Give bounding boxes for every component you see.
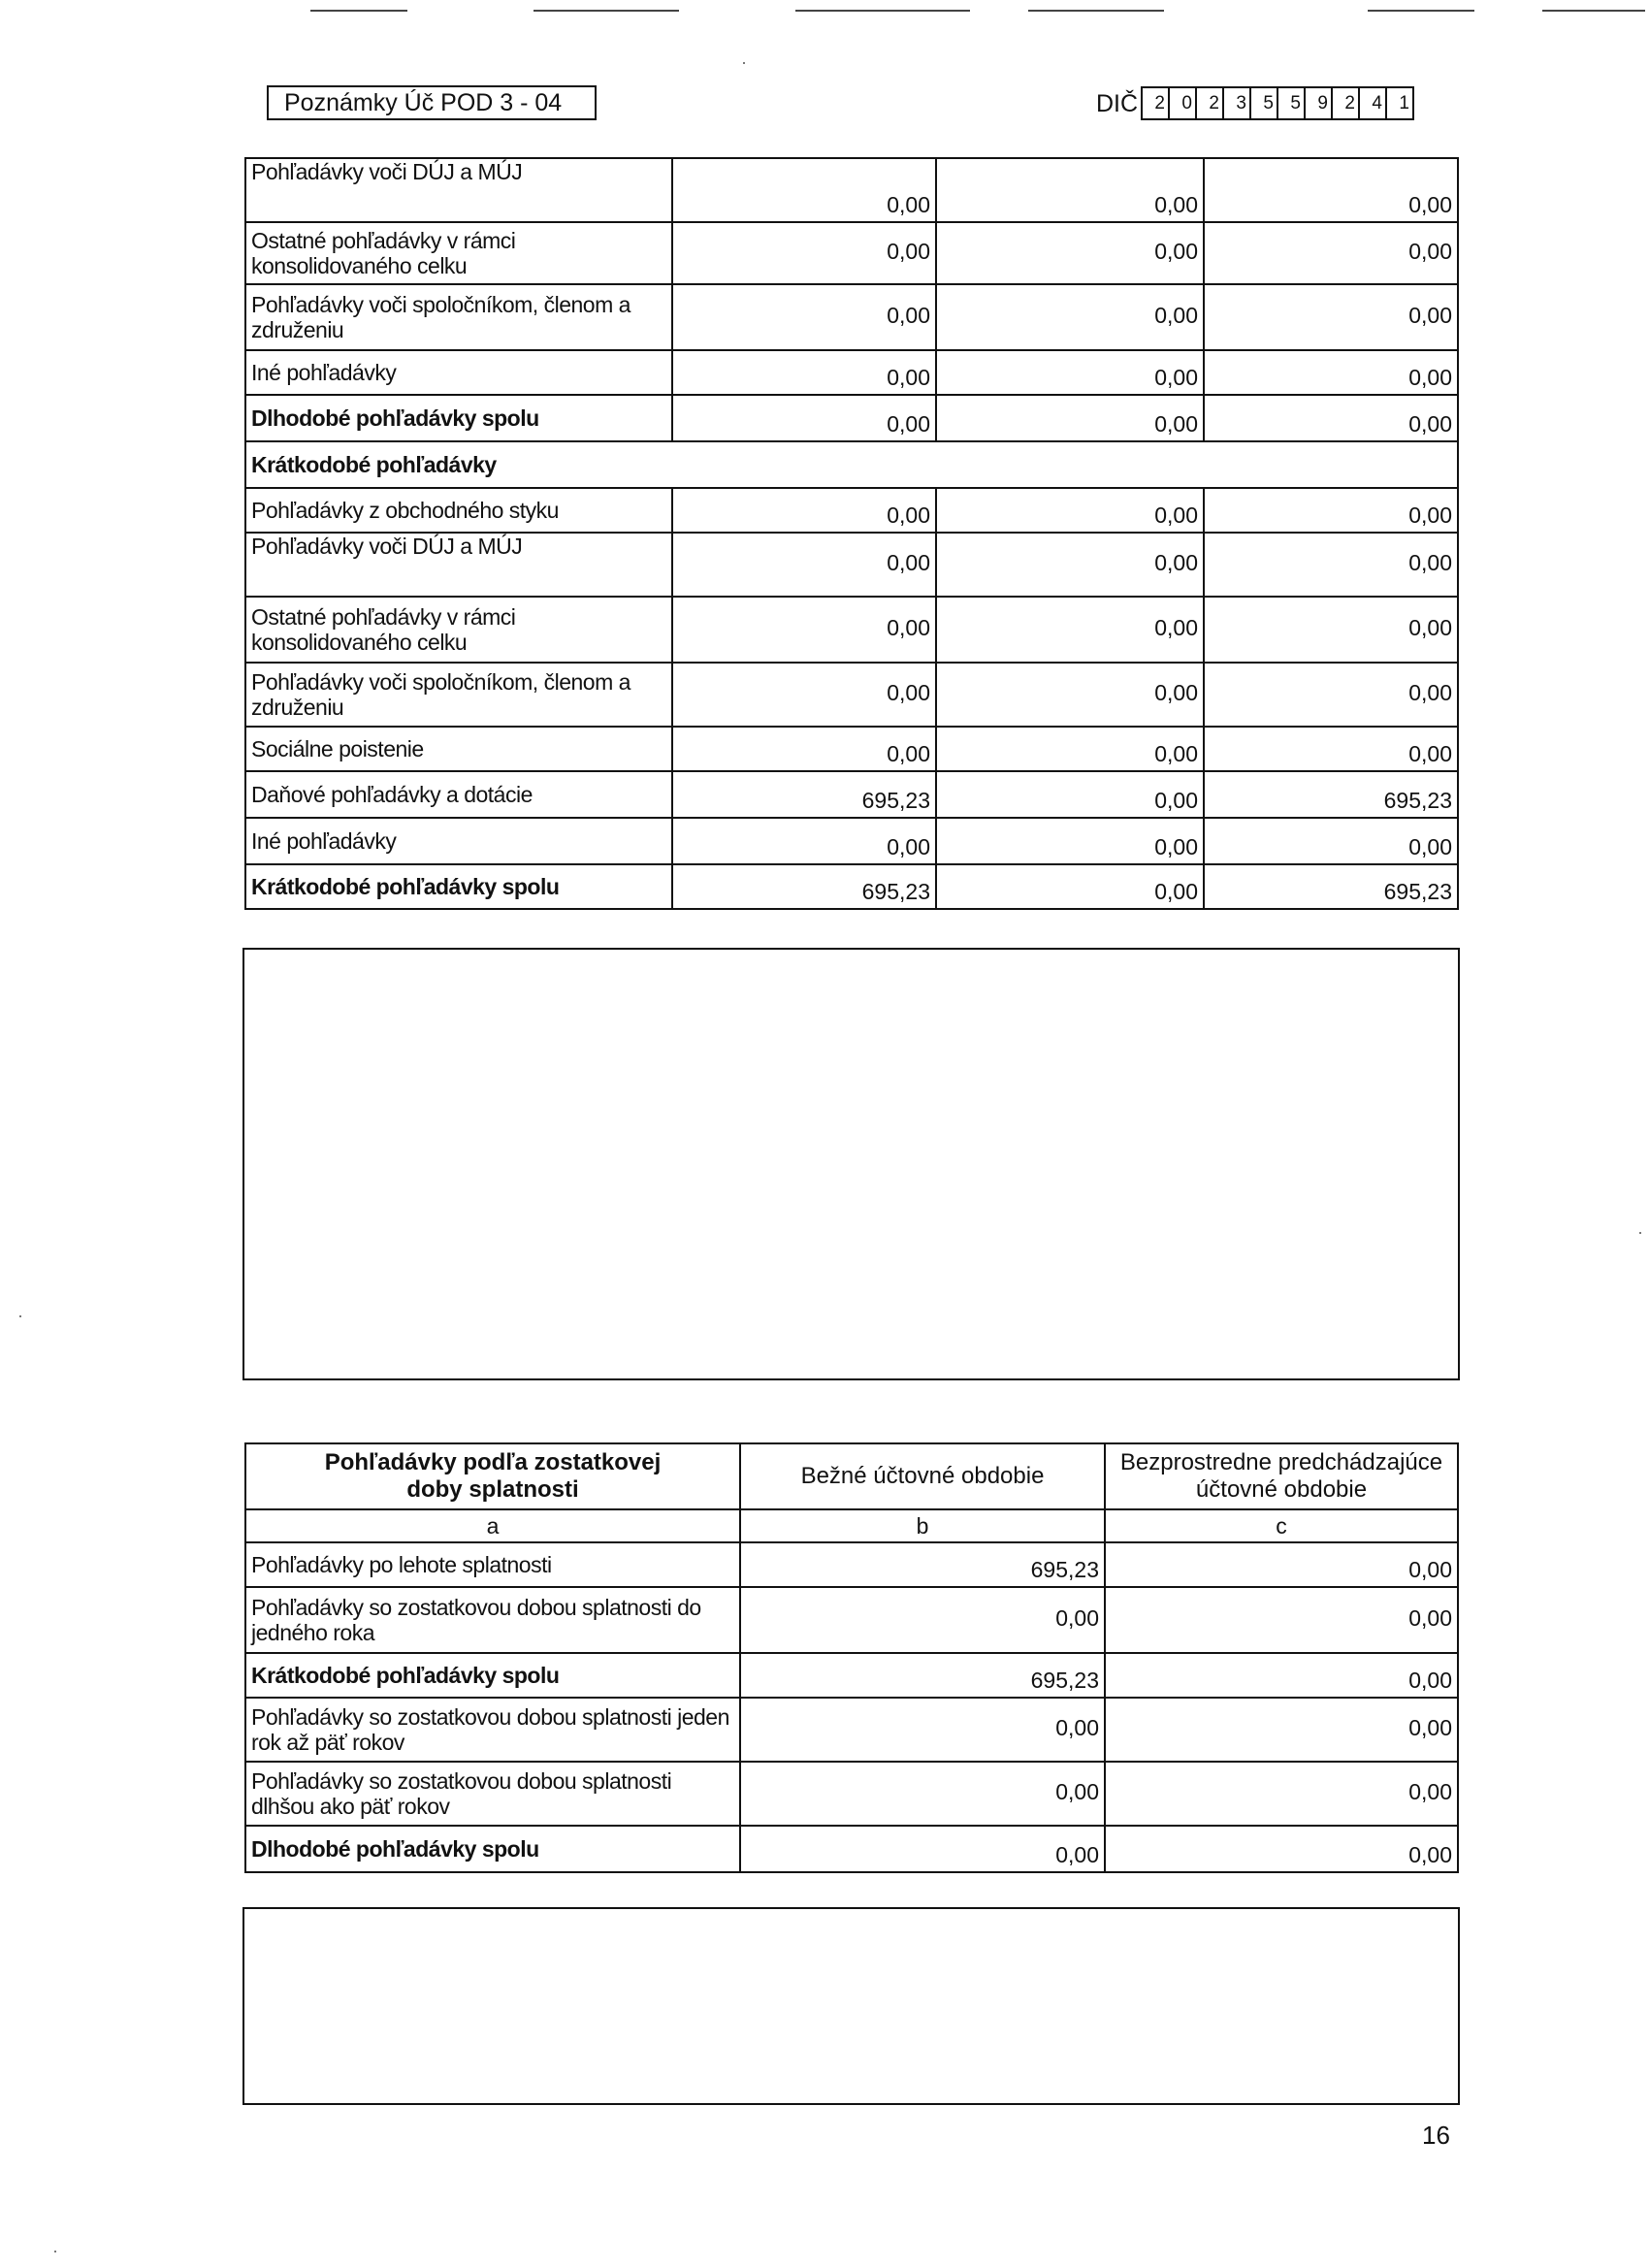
table-row [245, 1587, 1458, 1653]
row-label: Pohľadávky so zostatkovou dobou splatnosti do jedného roka [245, 1587, 740, 1653]
value-cell: 0,00 [740, 1826, 1105, 1872]
dic-digit: 2 [1141, 86, 1170, 120]
table-row [245, 771, 1458, 818]
value-cell: 0,00 [1105, 1542, 1458, 1587]
scan-speck [54, 2251, 56, 2252]
dic-digit: 3 [1222, 86, 1251, 120]
table-row [245, 1653, 1458, 1698]
value-cell: 695,23 [672, 771, 936, 818]
row-label: Pohľadávky so zostatkovou dobou splatnosti dlhšou ako päť rokov [245, 1762, 740, 1826]
dic-digit: 4 [1358, 86, 1387, 120]
col-header-c: Bezprostredne predchádzajúce účtovné obdobie [1105, 1443, 1458, 1509]
value-cell: 0,00 [936, 864, 1204, 909]
header-row [245, 1443, 1458, 1509]
row-label: Pohľadávky voči DÚJ a MÚJ [245, 158, 672, 222]
value-cell: 0,00 [936, 284, 1204, 350]
value-cell: 0,00 [1204, 533, 1458, 597]
row-label: Pohľadávky voči DÚJ a MÚJ [245, 533, 672, 597]
table-row [245, 350, 1458, 395]
table-row [245, 663, 1458, 727]
value-cell: 0,00 [1204, 350, 1458, 395]
value-cell: 0,00 [672, 727, 936, 771]
row-label: Ostatné pohľadávky v rámci konsolidovaného celku [245, 597, 672, 663]
table-row [245, 158, 1458, 222]
comment-box [242, 948, 1460, 1380]
table-row [245, 533, 1458, 597]
table-row [245, 864, 1458, 909]
row-label: Iné pohľadávky [245, 818, 672, 864]
value-cell: 0,00 [672, 222, 936, 284]
value-cell: 0,00 [1204, 663, 1458, 727]
row-label: Sociálne poistenie [245, 727, 672, 771]
value-cell: 0,00 [1204, 222, 1458, 284]
table-row [245, 1826, 1458, 1872]
value-cell: 0,00 [672, 158, 936, 222]
value-cell: 0,00 [672, 350, 936, 395]
value-cell: 0,00 [672, 597, 936, 663]
value-cell: 695,23 [672, 864, 936, 909]
value-cell: 0,00 [672, 818, 936, 864]
dic-digit: 1 [1385, 86, 1414, 120]
col-letter-b: b [740, 1509, 1105, 1542]
value-cell: 0,00 [936, 727, 1204, 771]
value-cell: 0,00 [1105, 1653, 1458, 1698]
value-cell: 0,00 [936, 818, 1204, 864]
table-row [245, 222, 1458, 284]
row-label: Krátkodobé pohľadávky spolu [245, 1653, 740, 1698]
form-label: Poznámky Úč POD 3 - 04 [267, 85, 597, 120]
row-label: Pohľadávky po lehote splatnosti [245, 1542, 740, 1587]
value-cell: 0,00 [1204, 488, 1458, 533]
value-cell: 0,00 [936, 663, 1204, 727]
value-cell: 0,00 [1105, 1587, 1458, 1653]
letter-row [245, 1509, 1458, 1542]
row-label: Pohľadávky voči spoločníkom, členom a združeniu [245, 284, 672, 350]
dic-digit: 5 [1249, 86, 1278, 120]
value-cell: 0,00 [1204, 284, 1458, 350]
page-number: 16 [1422, 2121, 1450, 2150]
table-row [245, 818, 1458, 864]
value-cell: 0,00 [936, 533, 1204, 597]
scan-line [534, 10, 679, 12]
value-cell: 0,00 [936, 350, 1204, 395]
col-letter-c: c [1105, 1509, 1458, 1542]
dic-digit: 5 [1277, 86, 1306, 120]
table-row [245, 1698, 1458, 1762]
scan-line [795, 10, 970, 12]
value-cell: 0,00 [1204, 818, 1458, 864]
row-label: Dlhodobé pohľadávky spolu [245, 1826, 740, 1872]
value-cell: 0,00 [740, 1587, 1105, 1653]
value-cell: 0,00 [740, 1698, 1105, 1762]
row-label: Pohľadávky z obchodného styku [245, 488, 672, 533]
value-cell: 0,00 [672, 533, 936, 597]
value-cell: 0,00 [936, 488, 1204, 533]
value-cell: 695,23 [740, 1653, 1105, 1698]
value-cell: 0,00 [1105, 1762, 1458, 1826]
value-cell: 0,00 [672, 284, 936, 350]
value-cell: 695,23 [740, 1542, 1105, 1587]
dic-digit: 9 [1304, 86, 1333, 120]
table-row [245, 1762, 1458, 1826]
value-cell: 0,00 [1204, 395, 1458, 441]
row-label: Dlhodobé pohľadávky spolu [245, 395, 672, 441]
value-cell: 0,00 [936, 222, 1204, 284]
col-letter-a: a [245, 1509, 740, 1542]
table-row [245, 727, 1458, 771]
value-cell: 0,00 [672, 663, 936, 727]
value-cell: 0,00 [1105, 1698, 1458, 1762]
scan-line [1368, 10, 1474, 12]
table-row [245, 597, 1458, 663]
value-cell: 0,00 [936, 597, 1204, 663]
row-label: Krátkodobé pohľadávky spolu [245, 864, 672, 909]
row-label: Ostatné pohľadávky v rámci konsolidovaného celku [245, 222, 672, 284]
value-cell: 0,00 [1204, 727, 1458, 771]
value-cell: 0,00 [672, 395, 936, 441]
scan-speck [19, 1315, 21, 1317]
value-cell: 695,23 [1204, 864, 1458, 909]
table-row [245, 395, 1458, 441]
col-header-a: Pohľadávky podľa zostatkovej doby splatnosti [245, 1443, 740, 1509]
maturity-table [244, 1442, 1459, 1873]
row-label: Pohľadávky voči spoločníkom, členom a združeniu [245, 663, 672, 727]
section-title: Krátkodobé pohľadávky [245, 441, 1458, 488]
scan-speck [1639, 1232, 1641, 1234]
scan-speck [743, 62, 745, 64]
receivables-table [244, 157, 1459, 910]
dic-digit: 0 [1168, 86, 1197, 120]
value-cell: 0,00 [936, 771, 1204, 818]
value-cell: 0,00 [936, 395, 1204, 441]
dic-label: DIČ [1096, 90, 1139, 117]
dic-digit: 2 [1195, 86, 1224, 120]
table-row [245, 284, 1458, 350]
value-cell: 695,23 [1204, 771, 1458, 818]
scan-line [1542, 10, 1645, 12]
table-row [245, 488, 1458, 533]
value-cell: 0,00 [1204, 597, 1458, 663]
value-cell: 0,00 [1105, 1826, 1458, 1872]
row-label: Daňové pohľadávky a dotácie [245, 771, 672, 818]
col-header-b: Bežné účtovné obdobie [740, 1443, 1105, 1509]
value-cell: 0,00 [936, 158, 1204, 222]
value-cell: 0,00 [1204, 158, 1458, 222]
dic-digit: 2 [1331, 86, 1360, 120]
section-row [245, 441, 1458, 488]
dic-boxes [1143, 86, 1414, 120]
comment-box [242, 1907, 1460, 2105]
value-cell: 0,00 [740, 1762, 1105, 1826]
row-label: Pohľadávky so zostatkovou dobou splatnosti jeden rok až päť rokov [245, 1698, 740, 1762]
row-label: Iné pohľadávky [245, 350, 672, 395]
table-row [245, 1542, 1458, 1587]
scan-line [310, 10, 407, 12]
scan-line [1028, 10, 1164, 12]
value-cell: 0,00 [672, 488, 936, 533]
